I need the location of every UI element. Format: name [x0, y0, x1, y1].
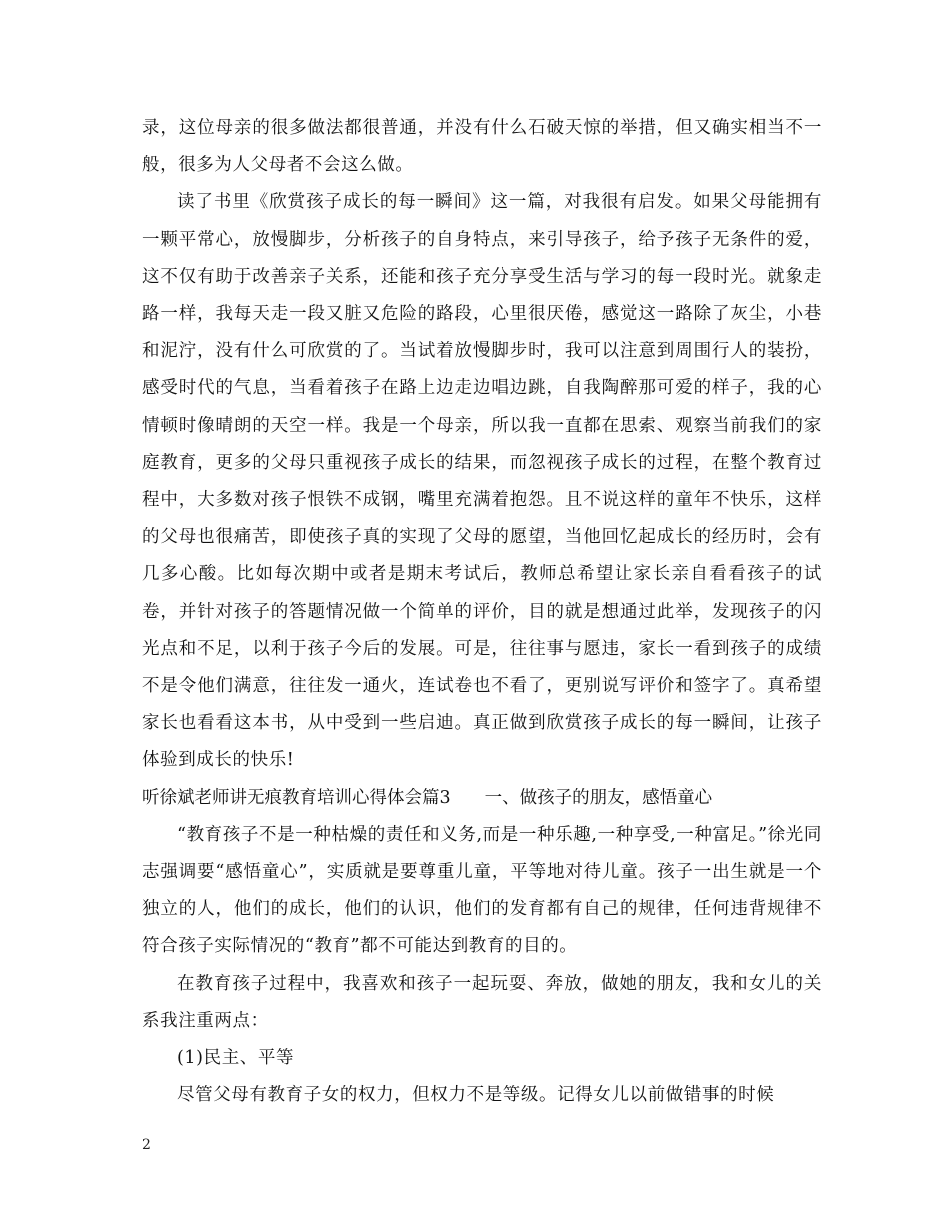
page-number: 2 — [142, 1137, 151, 1153]
section-subtitle: 一、做孩子的朋友，感悟童心 — [484, 787, 713, 808]
section-heading — [142, 780, 822, 817]
paragraph-play: 在教育孩子过程中，我喜欢和孩子一起玩耍、奔放，做她的朋友，我和女儿的关系我注重两点： — [142, 973, 822, 1031]
document-page — [142, 110, 822, 1114]
section-title: 听徐斌老师讲无痕教育培训心得体会篇3 — [142, 787, 451, 808]
paragraph-continuation: 录，这位母亲的很多做法都很普通，并没有什么石破天惊的举措，但又确实相当不一般，很多为人父母者不会这么做。 — [142, 118, 822, 176]
paragraph-book-reflection: 读了书里《欣赏孩子成长的每一瞬间》这一篇，对我很有启发。如果父母能拥有一颗平常心，放慢脚步，分析孩子的自身特点，来引导孩子，给予孩子无条件的爱，这不仅有助于改善亲子关系，还能和孩子充分享受生活与学习的每一段时光。就象走路一样，我每天走一段又脏又危险的路段，心里很厌倦，感觉这一路除了灰尘，小巷和泥泞，没有什么可欣赏的了。当试着放慢脚步时，我可以注意到周围行人的装扮，感受时代的气息，当看着孩子在路上边走边唱边跳，自我陶醉那可爱的样子，我的心情顿时像晴朗的天空一样。我是一个母亲，所以我一直都在思索、观察当前我们的家庭教育，更多的父母只重视孩子成长的结果，而忽视孩子成长的过程，在整个教育过程中，大多数对孩子恨铁不成钢，嘴里充满着抱怨。且不说这样的童年不快乐，这样的父母也很痛苦，即使孩子真的实现了父母的愿望，当他回忆起成长的经历时，会有几多心酸。比如每次期中或者是期末考试后，教师总希望让家长亲自看看孩子的试卷，并针对孩子的答题情况做一个简单的评价，目的就是想通过此举，发现孩子的闪光点和不足，以利于孩子今后的发展。可是，往往事与愿违，家长一看到孩子的成绩不是令他们满意，往往发一通火，连试卷也不看了，更别说写评价和签字了。真希望家长也看看这本书，从中受到一些启迪。真正做到欣赏孩子成长的每一瞬间，让孩子体验到成长的快乐! — [142, 192, 822, 771]
list-item-democracy: (1)民主、平等 — [177, 1048, 295, 1069]
paragraph-authority: 尽管父母有教育子女的权力，但权力不是等级。记得女儿以前做错事的时候 — [177, 1085, 775, 1106]
paragraph-quote: “教育孩子不是一种枯燥的责任和义务,而是一种乐趣,一种享受,一种富足。”徐光同志强调要“感悟童心”，实质就是要尊重儿童，平等地对待儿童。孩子一出生就是一个独立的人，他们的成长，他们的认识，他们的发育都有自己的规律，任何违背规律不符合孩子实际情况的“教育”都不可能达到教育的目的。 — [142, 824, 822, 957]
